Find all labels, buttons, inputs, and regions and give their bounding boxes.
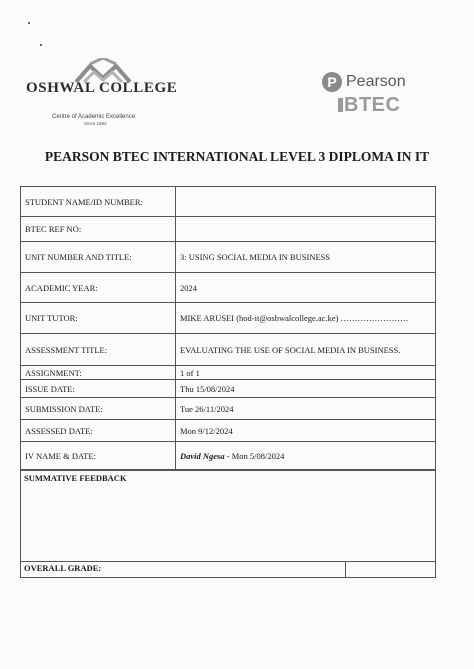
summative-feedback-box xyxy=(20,469,436,578)
row-label: SUBMISSION DATE: xyxy=(21,398,176,420)
pearson-p-icon: P xyxy=(322,72,342,92)
row-label: UNIT TUTOR: xyxy=(21,303,176,334)
grade-divider xyxy=(21,561,435,562)
assignment-details-table xyxy=(20,186,436,471)
table-row xyxy=(21,398,436,420)
row-value: 2024 xyxy=(176,273,436,303)
college-name: OSHWAL COLLEGE xyxy=(26,80,178,96)
iv-name: David Ngesa xyxy=(180,451,225,461)
row-value: MIKE ARUSEI (hod-it@oshwalcollege.ac.ke) …………………… xyxy=(176,303,436,334)
row-value xyxy=(176,187,436,217)
row-value xyxy=(176,217,436,242)
iv-date: - Mon 5/08/2024 xyxy=(224,451,285,461)
overall-grade-label: OVERALL GRADE: xyxy=(24,563,102,573)
row-value: EVALUATING THE USE OF SOCIAL MEDIA IN BUSINESS. xyxy=(176,334,436,366)
grade-cell-divider xyxy=(345,561,346,577)
row-value: Thu 15/08/2024 xyxy=(176,380,436,398)
row-label: UNIT NUMBER AND TITLE: xyxy=(21,242,176,273)
row-value: 3: USING SOCIAL MEDIA IN BUSINESS xyxy=(176,242,436,273)
row-value: 1 of 1 xyxy=(176,366,436,380)
row-value: Tue 26/11/2024 xyxy=(176,398,436,420)
pearson-btec-logo xyxy=(322,72,432,124)
scan-mark xyxy=(28,22,30,24)
table-row xyxy=(21,334,436,366)
table-row xyxy=(21,380,436,398)
table-row xyxy=(21,420,436,442)
document-title: PEARSON BTEC INTERNATIONAL LEVEL 3 DIPLOMA IN IT xyxy=(44,149,430,164)
table-row xyxy=(21,273,436,303)
table-row xyxy=(21,242,436,273)
pearson-brand: Pearson xyxy=(346,73,406,90)
row-label: ACADEMIC YEAR: xyxy=(21,273,176,303)
table-row xyxy=(21,217,436,242)
btec-mark-icon xyxy=(338,98,343,112)
row-label: ISSUE DATE: xyxy=(21,380,176,398)
college-since: Since 1992 xyxy=(84,121,107,126)
row-label: ASSIGNMENT: xyxy=(21,366,176,380)
btec-brand: BTEC xyxy=(344,94,401,116)
row-value xyxy=(176,442,436,471)
row-label: IV NAME & DATE: xyxy=(21,442,176,471)
table-row xyxy=(21,366,436,380)
college-tagline: Centre of Academic Excellence xyxy=(52,114,136,120)
scan-mark xyxy=(40,44,42,46)
table-row xyxy=(21,442,436,471)
table-row xyxy=(21,187,436,217)
summative-feedback-label: SUMMATIVE FEEDBACK xyxy=(24,473,127,483)
table-row xyxy=(21,303,436,334)
row-value: Mon 9/12/2024 xyxy=(176,420,436,442)
oshwal-college-logo xyxy=(22,58,182,130)
row-label: ASSESSED DATE: xyxy=(21,420,176,442)
row-label: BTEC REF NO: xyxy=(21,217,176,242)
row-label: STUDENT NAME/ID NUMBER: xyxy=(21,187,176,217)
row-label: ASSESSMENT TITLE: xyxy=(21,334,176,366)
